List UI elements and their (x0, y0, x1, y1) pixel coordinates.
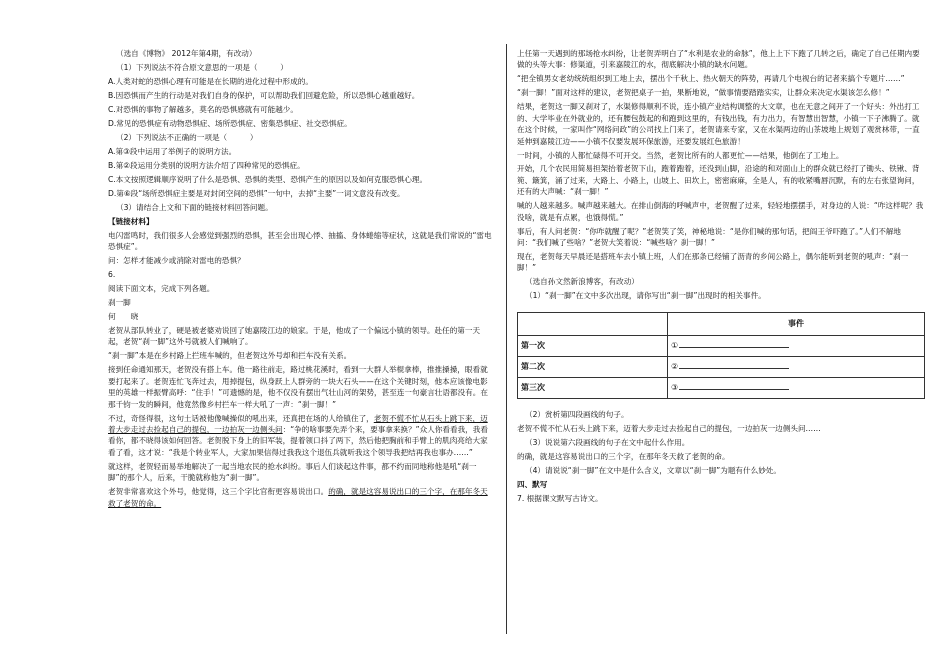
answer-line-2[interactable] (679, 360, 789, 369)
events-table (517, 312, 925, 399)
sub-question-3-quote: 的确，就是这容易说出口的三个字，在那年冬天救了老贺的命。 (517, 451, 730, 461)
question-6-instruction: 阅读下面文本，完成下列各题。 (108, 284, 215, 294)
story-p6-lead: 老贺非常喜欢这个外号，他觉得，这三个字比官衔更容易说出口。 (108, 487, 329, 497)
sub-question-3: （3）说说第六段画线的句子在文中起什么作用。 (525, 437, 690, 447)
q2-option-d: D.第⑥段“场所恐惧症主要是对封闭空间的恐惧”一句中，去掉“主要”一词文意没有改变。 (108, 188, 405, 198)
row-label-3: 第三次 (518, 377, 668, 398)
story-p4-lead: 不过，奇怪得很，这句土话被他像喊操似的吼出来，还真把在场的人给镇住了， (108, 413, 374, 423)
events-table-corner (518, 312, 668, 335)
sub-question-2: （2）赏析第四段画线的句子。 (525, 409, 629, 419)
events-row-1 (518, 335, 925, 356)
story-continued-9: 现在，老贺每天早晨还是搭班车去小镇上班，人们在那条已经铺了沥青的乡间公路上，偶尔能听到老贺的吼声：“刹一脚！” (517, 252, 909, 273)
q2-option-c: C.本文按照逻辑顺序说明了什么是恐惧、恐惧的类型、恐惧产生的原因以及如何克服恐惧心理。 (108, 174, 428, 184)
circled-number-1: ① (671, 341, 679, 351)
sub-question-4: （4）请说说“刹一脚”在文中是什么含义，文章以“刹一脚”为题有什么妙处。 (525, 465, 781, 475)
events-row-2 (518, 356, 925, 377)
right-column (517, 48, 925, 507)
q1-option-b: B.因恐惧而产生的行动是对我们自身的保护，可以帮助我们回避危险，所以恐惧心越重越好。 (108, 90, 420, 100)
story-continued-4: 结果，老贺这一脚又刹对了，水渠修得顺利不说，连小镇产业结构调整的大文章，也在无意之间开了一个好头：外出打工的、大学毕业在外就业的，还有腰包鼓起的和跑到这里的，有钱出钱，有力出力，有智慧出智慧，小镇一下子沸腾了。就在这个时候，一家叫作“网络问政”的公司找上门来了，老贺请来专家，又在水渠两边的山茶坡地上规划了观赏林带，一直延伸到嘉陵江边——小镇不仅要发展环保旅游，还要发展红色旅游！ (517, 102, 920, 146)
question-7: 7. 根据课文默写古诗文。 (517, 493, 603, 503)
source-note: （选自《博物》 2012年第4期，有改动） (116, 49, 257, 58)
underlined-sentence-6: 的确，就是这容易说出口的三个字，在那年冬天救了老贺的命。 (108, 487, 488, 508)
story-continued-3: “刹一脚！”面对这样的建议，老贺把桌子一拍，果断地说，“做事情要踏踏实实，让群众来决定水渠该怎么修！” (517, 88, 890, 98)
question-6-number: 6. (108, 270, 116, 280)
sub-question-2-quote: 老贺不慌不忙从石头上跳下来，迈着大步走过去捡起自己的提包，一边拍灰一边侧头问…… (517, 423, 821, 433)
story-paragraph-6 (108, 486, 492, 509)
story-continued-1: 上任第一天遇到的那场抢水纠纷，让老贺弄明白了“水利是农业的命脉”，他上上下下跑了几转之后，确定了自己任期内要做的头等大事：修渠道，引来嘉陵江的水，彻底解决小镇的缺水问题。 (517, 49, 920, 70)
sub-question-1: （1）“刹一脚”在文中多次出现，请你写出“刹一脚”出现时的相关事件。 (525, 291, 766, 301)
story-paragraph-1: 老贺从部队转业了，硬是被老婆劝说回了她嘉陵江边的娘家。于是，他成了一个偏远小镇的领导。赴任的第一天起，老贺“刹一脚”这外号就被人们喊响了。 (108, 326, 481, 347)
underlined-sentence-4: 老贺不慌不忙从石头上跳下来，迈着大步走过去捡起自己的提包，一边拍灰一边侧头问 (108, 413, 488, 434)
question-3-stem: （3）请结合上文和下面的链接材料回答问题。 (116, 202, 273, 212)
q2-option-b: B.第②段运用分类别的说明方法介绍了四种常见的恐惧症。 (108, 160, 305, 170)
left-column (108, 48, 492, 512)
q1-option-a: A.人类对蛇的恐惧心理有可能是在长期的进化过程中形成的。 (108, 76, 313, 86)
events-table-header: 事件 (668, 312, 925, 335)
story-title: 刹一脚 (108, 298, 131, 308)
row-label-2: 第二次 (518, 356, 668, 377)
story-paragraph-4 (108, 413, 492, 459)
section-4-heading: 四、默写 (517, 479, 548, 489)
link-material-question: 问：怎样才能减少或消除对雷电的恐惧？ (108, 256, 245, 266)
link-material-text: 电闪雷鸣时，我们很多人会感觉到强烈的恐惧，甚至会出现心悸、抽搐、身体蜷缩等症状，这就是我们常说的“雷电恐惧症”。 (108, 230, 492, 252)
question-2-stem: （2）下列说法不正确的一项是（ ） (116, 132, 258, 142)
story-p4-tail: ：“争的啥事要先弄个来，要事拿来换？”众人你看看我，我看看你，都不晓得该如何回答。老贺脱下身上的旧军装，提着领口抖了两下，然后他把胸前和手臂上的肌肉亮给大家看了看，这才说：“我是个转业军人，大家加果信得过我我这个退伍兵就听我这个领导我把结再我也事办……” (108, 425, 488, 457)
link-material-title: 【链接材料】 (108, 216, 154, 226)
column-divider (506, 44, 507, 634)
circled-number-3: ③ (671, 383, 679, 393)
q1-option-c: C.对恐惧的事物了解越多，莫名的恐惧感就有可能越少。 (108, 104, 298, 114)
row-label-1: 第一次 (518, 335, 668, 356)
question-1-stem: （1）下列说法不符合原文意思的一项是（ ） (116, 62, 288, 72)
answer-cell-2[interactable] (668, 356, 925, 377)
story-source: （选自孙文然新浪博客，有改动） (525, 277, 639, 287)
story-author: 何 晓 (108, 312, 139, 322)
answer-line-3[interactable] (679, 381, 789, 390)
events-row-3 (518, 377, 925, 398)
q2-option-a: A.第③段中运用了举例子的说明方法。 (108, 146, 237, 156)
answer-cell-3[interactable] (668, 377, 925, 398)
story-paragraph-3: 接到任命通知那天，老贺没有搭上车。他一路往前走，路过桃花溪时，看到一大群人举棍拿棒，推推搡搡，眼看就要打起来了。老贺连忙飞奔过去，甩掉提包，纵身跃上人群旁的一块大石头——在这个关键时刻，他本应该像电影里的英雄一样振臂高呼：“住手！”可遗憾的是，他不仅没有摆出气壮山河的架势，甚至连一句豪言壮语都没有。在那千钧一发的瞬间，他竟然像乡村拦车一样大吼了一声：“刹一脚！” (108, 365, 488, 409)
story-paragraph-5: 就这样，老贺轻而易举地解决了一起当地农民的抢水纠纷。事后人们谈起这件事，都不约而同地称他是吼“刹一脚”的那个人，后来，干脆就称他为“刹一脚”。 (108, 461, 477, 483)
answer-line-1[interactable] (679, 339, 789, 348)
story-paragraph-2: “刹一脚”本是在乡村路上拦班车喊的，但老贺这外号却和拦车没有关系。 (108, 351, 352, 361)
story-continued-7: 喊的人越来越多。喊声越来越大。在排山倒海的呼喊声中，老贺醒了过来，轻轻地摆摆手，对身边的人说：“咋这样呢？我没啥，就是有点累，也饿得慌。” (517, 201, 924, 222)
circled-number-2: ② (671, 362, 679, 372)
answer-cell-1[interactable] (668, 335, 925, 356)
story-continued-8: 事后，有人问老贺：“你咋就醒了呢？”老贺笑了笑，神秘地说：“是你们喊的那句话，把阎王爷吓跑了。”人们不解地问：“我们喊了些啥？”老贺大笑着说：“喊些啥？刹一脚！” (517, 226, 902, 248)
story-continued-2: “把全镇男女老幼统统组织到工地上去，摆出个千秋上、热火朝天的阵势，再请几个电视台的记者来搞个专题片……” (517, 74, 905, 84)
story-continued-5: 一时间，小镇的人都忙碌得不可开交。当然，老贺比所有的人都更忙——结果，他倒在了工地上。 (517, 150, 844, 160)
story-continued-6: 开始，几个农民用简易担架抬着老贺下山，跑着跑着，还没到山脚，沿途的和对面山上的群众就已经打了锄头、铁锹、背篼、簸箕，涌了过来，大路上、小路上，山坡上、田坎上，密密麻麻，全是人，有的收紧嘴唇沉默，有的左右张望询问，还有的大声喊：“刹一脚！” (517, 164, 920, 197)
q1-option-d: D.常见的恐惧症有动物恐惧症、场所恐惧症、密集恐惧症、社交恐惧症。 (108, 118, 352, 128)
events-table-header-row (518, 312, 925, 335)
